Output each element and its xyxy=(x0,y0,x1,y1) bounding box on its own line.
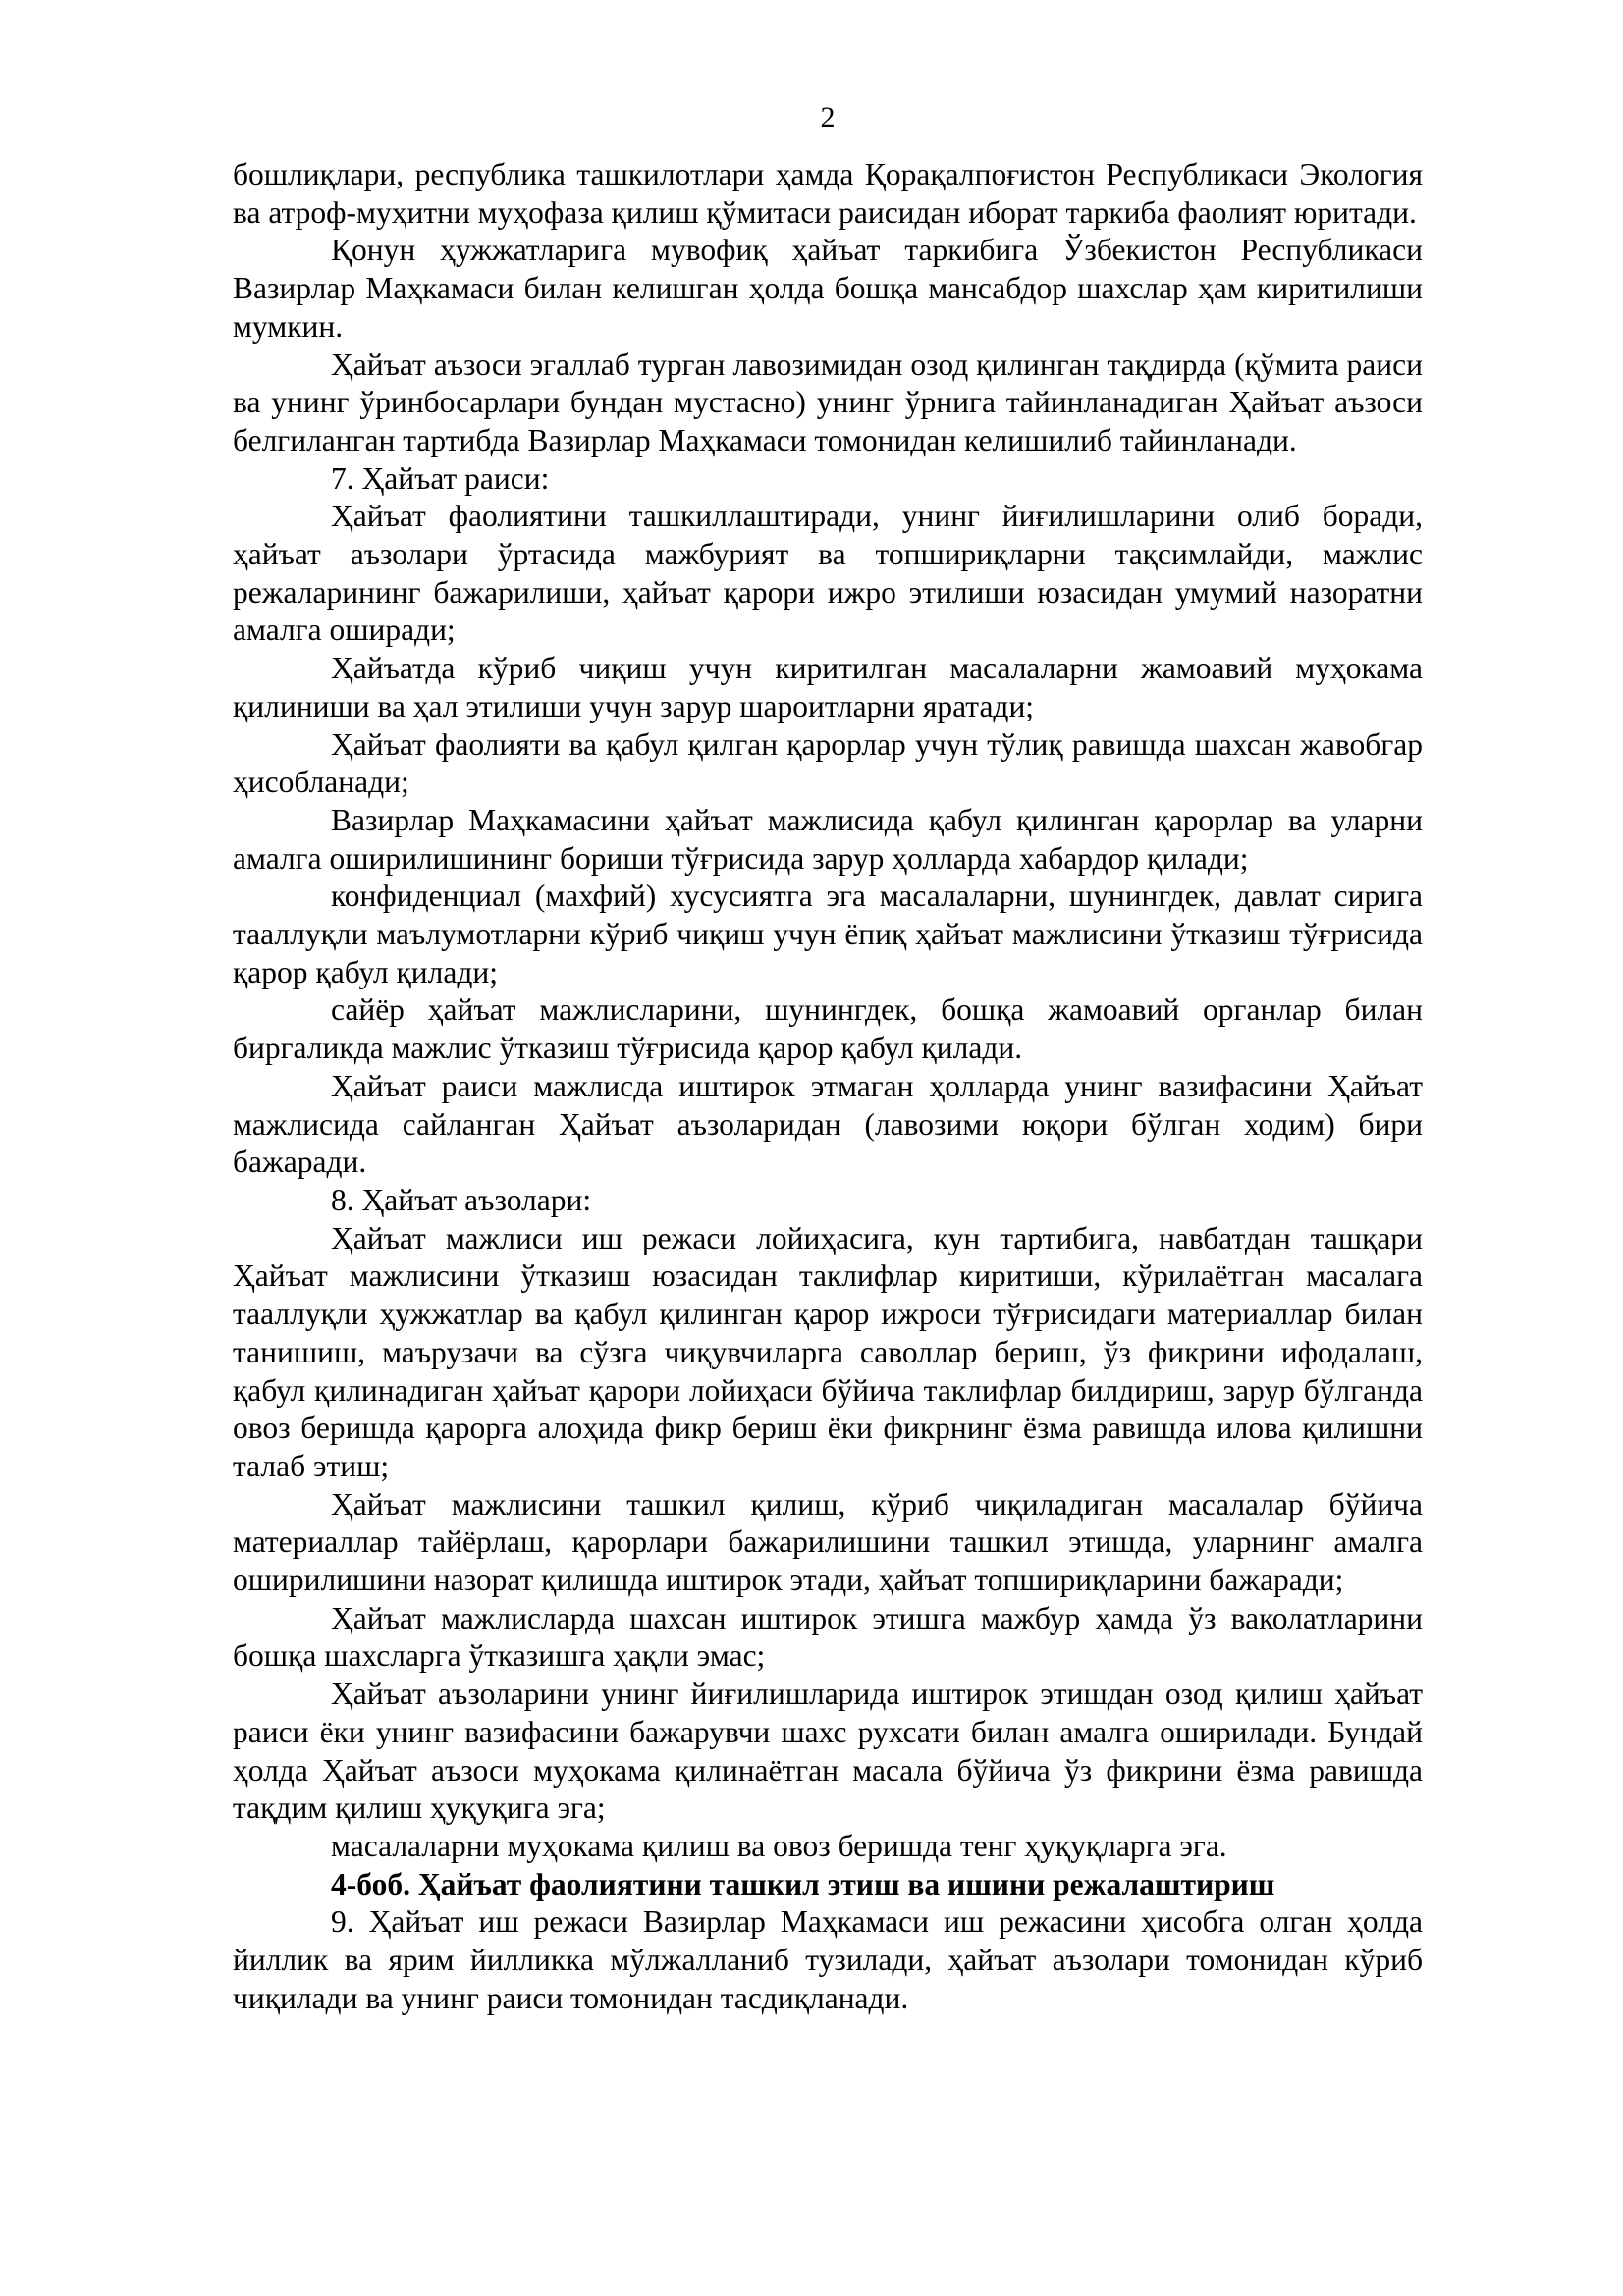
paragraph-continuation: бошлиқлари, республика ташкилотлари ҳамда Қорақалпоғистон Республикаси Экология ва атроф-муҳитни муҳофаза қилиш қўмитаси раисидан иборат таркиба фаолият юритади. xyxy=(233,157,1423,230)
document-body xyxy=(233,156,1423,2017)
paragraph: Ҳайъат фаолияти ва қабул қилган қарорлар учун тўлиқ равишда шахсан жавобгар ҳисобланади; xyxy=(233,726,1423,800)
paragraph: Вазирлар Маҳкамасини ҳайъат мажлисида қабул қилинган қарорлар ва уларни амалга оширилишининг бориши тўғрисида зарур ҳолларда хабардор қилади; xyxy=(233,802,1423,876)
paragraph: Ҳайъат мажлисини ташкил қилиш, кўриб чиқиладиган масалалар бўйича материаллар тайёрлаш, қарорлари бажарилишини ташкил этишда, уларнинг амалга оширилишини назорат қилишда иштирок этади, ҳайъат топшириқларини бажаради; xyxy=(233,1486,1423,1598)
paragraph: Ҳайъат мажлисларда шахсан иштирок этишга мажбур ҳамда ўз ваколатларини бошқа шахсларга ўтказишга ҳақли эмас; xyxy=(233,1600,1423,1674)
paragraph: Ҳайъатда кўриб чиқиш учун киритилган масалаларни жамоавий муҳокама қилиниши ва ҳал этилиши учун зарур шароитларни яратади; xyxy=(233,651,1423,723)
paragraph: Ҳайъат аъзоси эгаллаб турган лавозимидан озод қилинган тақдирда (қўмита раиси ва унинг ўринбосарлари бундан мустасно) унинг ўрнига тайинланадиган Ҳайъат аъзоси белгиланган тартибда Вазирлар Маҳкамаси томонидан келишилиб тайинланади. xyxy=(233,347,1423,457)
paragraph: Ҳайъат мажлиси иш режаси лойиҳасига, кун тартибига, навбатдан ташқари Ҳайъат мажлисини ўтказиш юзасидан таклифлар киритиши, кўрилаётган масалага тааллуқли ҳужжатлар ва қабул қилинган қарор ижроси тўғрисидаги материаллар билан танишиш, маърузачи ва сўзга чиқувчиларга саволлар бериш, ўз фикрини ифодалаш, қабул қилинадиган ҳайъат қарори лойиҳаси бўйича таклифлар билдириш, зарур бўлганда овоз беришда қарорга алоҳида фикр бериш ёки фикрнинг ёзма равишда илова қилишни талаб этиш; xyxy=(233,1220,1423,1483)
paragraph: Ҳайъат аъзоларини унинг йиғилишларида иштирок этишдан озод қилиш ҳайъат раиси ёки унинг вазифасини бажарувчи шахс рухсати билан амалга оширилади. Бундай ҳолда Ҳайъат аъзоси муҳокама қилинаётган масала бўйича ўз фикрини ёзма равишда тақдим қилиш ҳуқуқига эга; xyxy=(233,1677,1423,1826)
paragraph: Ҳайъат фаолиятини ташкиллаштиради, унинг йиғилишларини олиб боради, ҳайъат аъзолари ўртасида мажбурият ва топшириқларни тақсимлайди, мажлис режаларининг бажарилиши, ҳайъат қарори ижро этилиши юзасидан умумий назоратни амалга оширади; xyxy=(233,499,1423,648)
paragraph: сайёр ҳайъат мажлисларини, шунингдек, бошқа жамоавий органлар билан биргаликда мажлис ўтказиш тўғрисида қарор қабул қилади. xyxy=(233,992,1423,1066)
page-number: 2 xyxy=(820,101,836,133)
section-item-9: 9. Ҳайъат иш режаси Вазирлар Маҳкамаси иш режасини ҳисобга олган ҳолда йиллик ва ярим йилликка мўлжалланиб тузилади, ҳайъат аъзолари томонидан кўриб чиқилади ва унинг раиси томонидан тасдиқланади. xyxy=(233,1904,1423,2015)
paragraph: конфиденциал (махфий) хусусиятга эга масалаларни, шунингдек, давлат сирига тааллуқли маълумотларни кўриб чиқиш учун ёпиқ ҳайъат мажлисини ўтказиш тўғрисида қарор қабул қилади; xyxy=(233,879,1423,989)
paragraph: Қонун ҳужжатларига мувофиқ ҳайъат таркибига Ўзбекистон Республикаси Вазирлар Маҳкамаси билан келишган ҳолда бошқа мансабдор шахслар ҳам киритилиши мумкин. xyxy=(233,233,1423,344)
paragraph: масалаларни муҳокама қилиш ва овоз беришда тенг ҳуқуқларга эга. xyxy=(331,1828,1227,1863)
paragraph: Ҳайъат раиси мажлисда иштирок этмаган ҳолларда унинг вазифасини Ҳайъат мажлисида сайланган Ҳайъат аъзоларидан (лавозими юқори бўлган ходим) бири бажаради. xyxy=(233,1068,1423,1180)
chapter-heading: 4-боб. Ҳайъат фаолиятини ташкил этиш ва ишини режалаштириш xyxy=(331,1866,1275,1901)
section-item-8: 8. Ҳайъат аъзолари: xyxy=(331,1182,592,1217)
section-item-7: 7. Ҳайъат раиси: xyxy=(331,460,550,496)
